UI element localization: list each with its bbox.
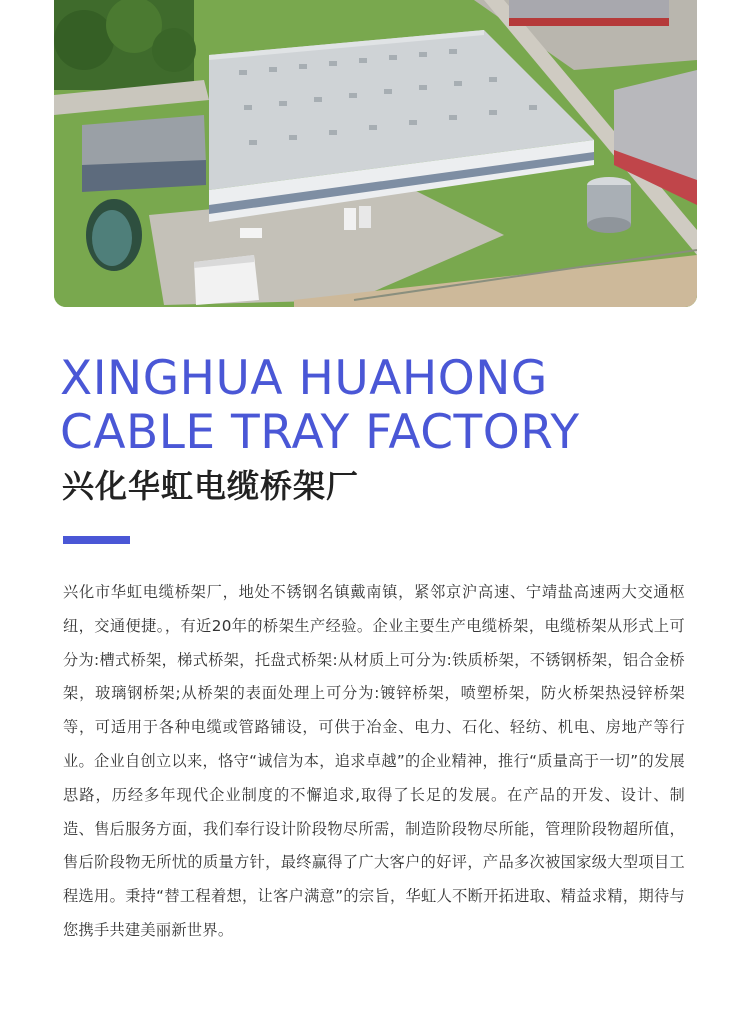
title-en-line-2: CABLE TRAY FACTORY — [60, 405, 580, 460]
company-description: 兴化市华虹电缆桥架厂，地处不锈钢名镇戴南镇，紧邻京沪高速、宁靖盐高速两大交通枢纽，交通便捷。，有近20年的桥架生产经验。企业主要生产电缆桥架，电缆桥架从形式上可分为:槽式桥架，梯式桥架，托盘式桥架:从材质上可分为:铁质桥架，不锈钢桥架，铝合金桥架，玻璃钢桥架;从桥架的表面处理上可分为:镀锌桥架，喷塑桥架，防火桥架热浸锌桥架等，可适用于各种电缆或管路铺设，可供于冶金、电力、石化、轻纺、机电、房地产等行业。企业自创立以来，恪守“诚信为本，追求卓越”的企业精神，推行“质量高于一切”的发展思路，历经多年现代企业制度的不懈追求,取得了长足的发展。在产品的开发、设计、制造、售后服务方面，我们奉行设计阶段物尽所需，制造阶段物尽所能，管理阶段物超所值，售后阶段物无所忧的质量方针，最终赢得了广大客户的好评，产品多次被国家级大型项目工程选用。秉持“替工程着想，让客户满意”的宗旨，华虹人不断开拓进取、精益求精，期待与您携手共建美丽新世界。 — [63, 583, 685, 939]
aerial-factory-illustration — [54, 0, 697, 307]
page-title-english — [60, 352, 580, 460]
page-title-chinese: 兴化华虹电缆桥架厂 — [62, 467, 360, 505]
hero-factory-photo — [54, 0, 697, 307]
accent-divider — [63, 536, 130, 544]
title-en-line-1: XINGHUA HUAHONG — [60, 351, 548, 406]
